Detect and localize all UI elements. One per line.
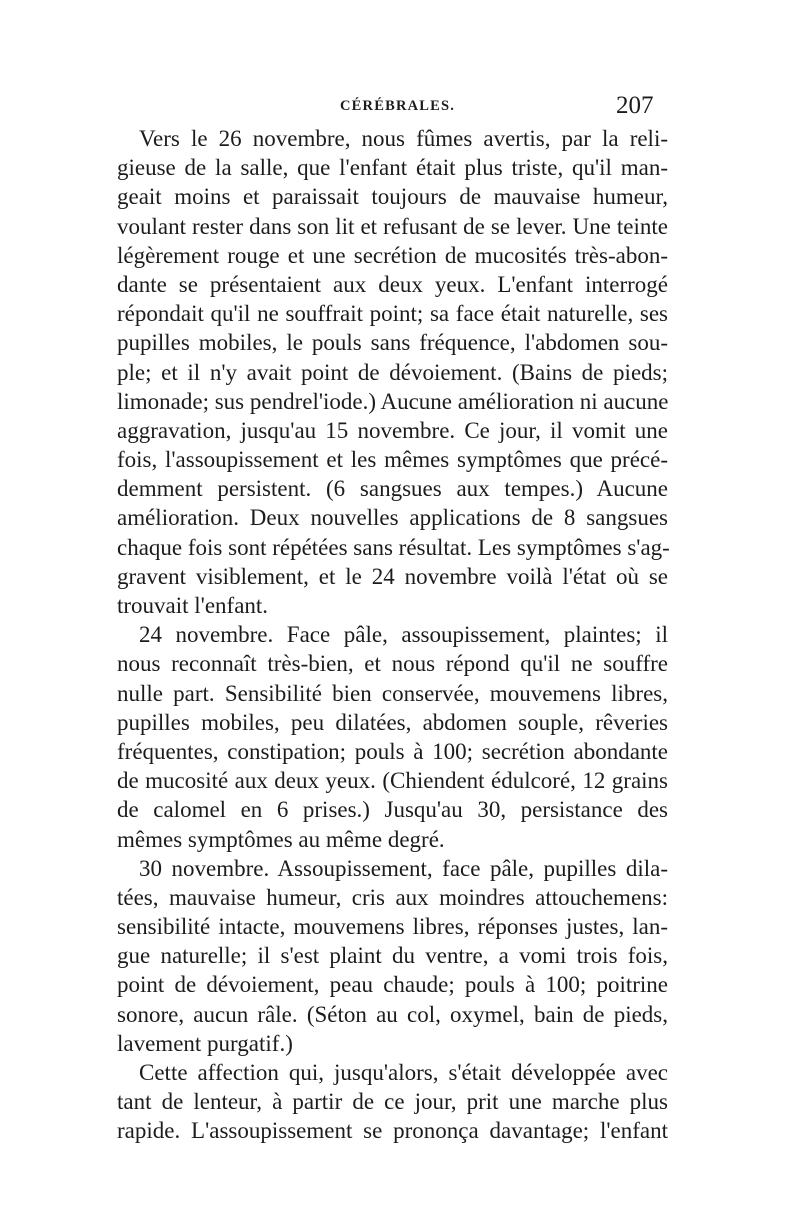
text-line: chaque fois sont répétées sans résultat. Les symptômes s'ag-: [117, 534, 670, 560]
text-line: gravent visiblement, et le 24 novembre voilà l'état où se: [117, 563, 668, 589]
text-line: tant de lenteur, à partir de ce jour, prit une marche plus: [117, 1089, 668, 1115]
text-line: Vers le 26 novembre, nous fûmes avertis, par la reli-: [139, 126, 668, 151]
text-line: trouvait l'enfant.: [117, 593, 269, 618]
text-line: Cette affection qui, jusqu'alors, s'était développée avec: [139, 1060, 668, 1085]
text-line: geait moins et paraissait toujours de mauvaise humeur,: [117, 184, 668, 210]
text-line: gue naturelle; il s'est plaint du ventre, a vomi trois fois,: [117, 943, 668, 969]
body-text: [117, 124, 668, 1146]
text-line: de mucosité aux deux yeux. (Chiendent édulcoré, 12 grains: [117, 768, 668, 794]
text-line: mêmes symptômes au même degré.: [117, 826, 445, 852]
text-line: fois, l'assoupissement et les mêmes symptômes que précé-: [117, 447, 668, 473]
text-line: gieuse de la salle, que l'enfant était plus triste, qu'il man-: [117, 155, 668, 181]
text-line: pupilles mobiles, le pouls sans fréquence, l'abdomen sou-: [117, 330, 668, 356]
text-line: nous reconnaît très-bien, et nous répond qu'il ne souffre: [117, 651, 668, 677]
text-line: point de dévoiement, peau chaude; pouls à 100; poitrine: [117, 972, 668, 998]
text-line: de calomel en 6 prises.) Jusqu'au 30, persistance des: [117, 797, 668, 823]
text-line: rapide. L'assoupissement se prononça davantage; l'enfant: [117, 1118, 668, 1144]
text-line: sensibilité intacte, mouvemens libres, réponses justes, lan-: [117, 914, 668, 940]
text-line: fréquentes, constipation; pouls à 100; secrétion abondante: [117, 738, 668, 764]
text-line: pupilles mobiles, peu dilatées, abdomen souple, rêveries: [117, 709, 668, 735]
text-line: tées, mauvaise humeur, cris aux moindres attouchemens:: [117, 884, 668, 910]
running-title: CÉRÉBRALES.: [340, 98, 456, 114]
text-line: demment persistent. (6 sangsues aux tempes.) Aucune: [117, 476, 668, 502]
text-line: aggravation, jusqu'au 15 novembre. Ce jour, il vomit une: [117, 417, 668, 443]
text-line: dante se présentaient aux deux yeux. L'enfant interrogé: [117, 271, 668, 297]
text-line: limonade; sus pendrel'iode.) Aucune amélioration ni aucune: [117, 388, 669, 414]
text-line: amélioration. Deux nouvelles applications de 8 sangsues: [117, 505, 668, 531]
page-number: 207: [616, 92, 654, 119]
text-line: légèrement rouge et une secrétion de mucosités très-abon-: [117, 242, 668, 268]
text-line: sonore, aucun râle. (Séton au col, oxymel, bain de pieds,: [117, 1001, 668, 1027]
text-line: nulle part. Sensibilité bien conservée, mouvemens libres,: [117, 680, 668, 706]
text-line: lavement purgatif.): [117, 1030, 293, 1056]
text-line: ple; et il n'y avait point de dévoiement. (Bains de pieds;: [117, 359, 668, 385]
running-header: [0, 92, 800, 122]
text-line: répondait qu'il ne souffrait point; sa face était naturelle, ses: [117, 301, 668, 327]
text-line: 30 novembre. Assoupissement, face pâle, pupilles dila-: [139, 855, 668, 881]
text-line: voulant rester dans son lit et refusant de se lever. Une teinte: [117, 213, 668, 239]
text-line: 24 novembre. Face pâle, assoupissement, plaintes; il: [139, 622, 668, 648]
